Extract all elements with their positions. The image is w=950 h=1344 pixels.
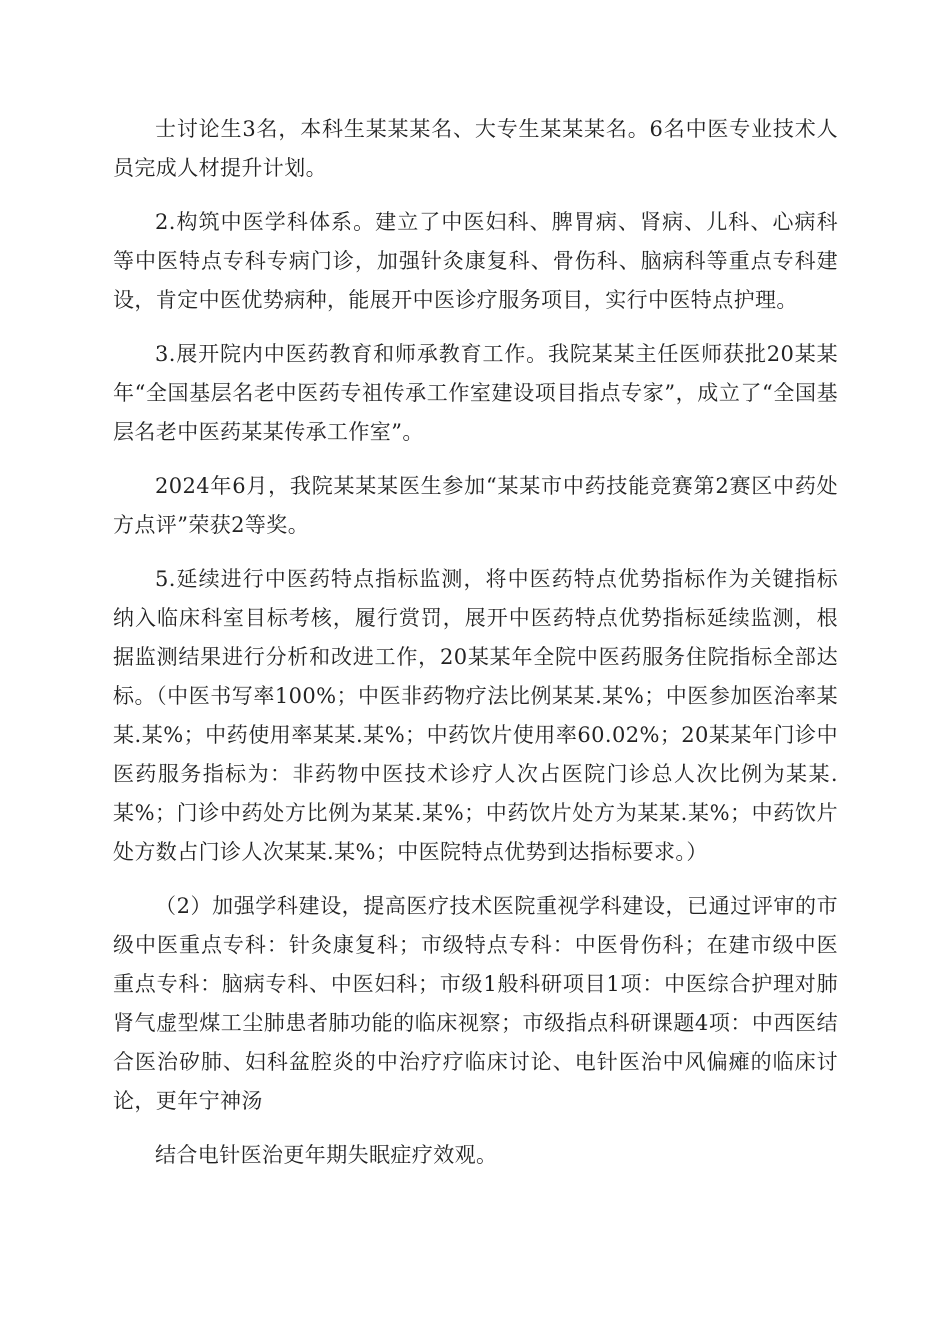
paragraph-discipline-system: 2.构筑中医学科体系。建立了中医妇科、脾胃病、肾病、儿科、心病科等中医特点专科专病门诊，加强针灸康复科、骨伤科、脑病科等重点专科建设，肯定中医优势病种，能展开中医诊疗服务项目，实行中医特点护理。 xyxy=(113,210,838,312)
paragraph-competition-award: 2024年6月，我院某某某医生参加“某某市中药技能竞赛第2赛区中药处方点评”荣获2等奖。 xyxy=(113,474,838,537)
paragraph-indicator-monitoring: 5.延续进行中医药特点指标监测，将中医药特点优势指标作为关键指标纳入临床科室目标考核，履行赏罚，展开中医药特点优势指标延续监测，根据监测结果进行分析和改进工作，20某某年全院中医药服务住院指标全部达标。（中医书写率100%；中医非药物疗法比例某某.某%；中医参加医治率某某.某%；中药使用率某某.某%；中药饮片使用率60.02%；20某某年门诊中医药服务指标为：非药物中医技术诊疗人次占医院门诊总人次比例为某某.某%；门诊中药处方比例为某某.某%；中药饮片处方为某某.某%；中药饮片处方数占门诊人次某某.某%；中医院特点优势到达指标要求。） xyxy=(113,567,838,864)
paragraph-talent-plan: 士讨论生3名，本科生某某某名、大专生某某某名。6名中医专业技术人员完成人材提升计划。 xyxy=(113,117,838,180)
paragraph-discipline-building: （2）加强学科建设，提高医疗技术医院重视学科建设，已通过评审的市级中医重点专科：针灸康复科；市级特点专科：中医骨伤科；在建市级中医重点专科：脑病专科、中医妇科；市级1般科研项目1项：中医综合护理对肺肾气虚型煤工尘肺患者肺功能的临床视察；市级指点科研课题4项：中西医结合医治矽肺、妇科盆腔炎的中治疗疗临床讨论、电针医治中风偏瘫的临床讨论，更年宁神汤 xyxy=(113,894,838,1113)
document-body xyxy=(113,110,838,1175)
paragraph-mentorship-education: 3.展开院内中医药教育和师承教育工作。我院某某主任医师获批20某某年“全国基层名老中医药专祖传承工作室建设项目指点专家”，成立了“全国基层名老中医药某某传承工作室”。 xyxy=(113,342,838,444)
paragraph-electroacupuncture: 结合电针医治更年期失眠症疗效观。 xyxy=(155,1143,498,1167)
